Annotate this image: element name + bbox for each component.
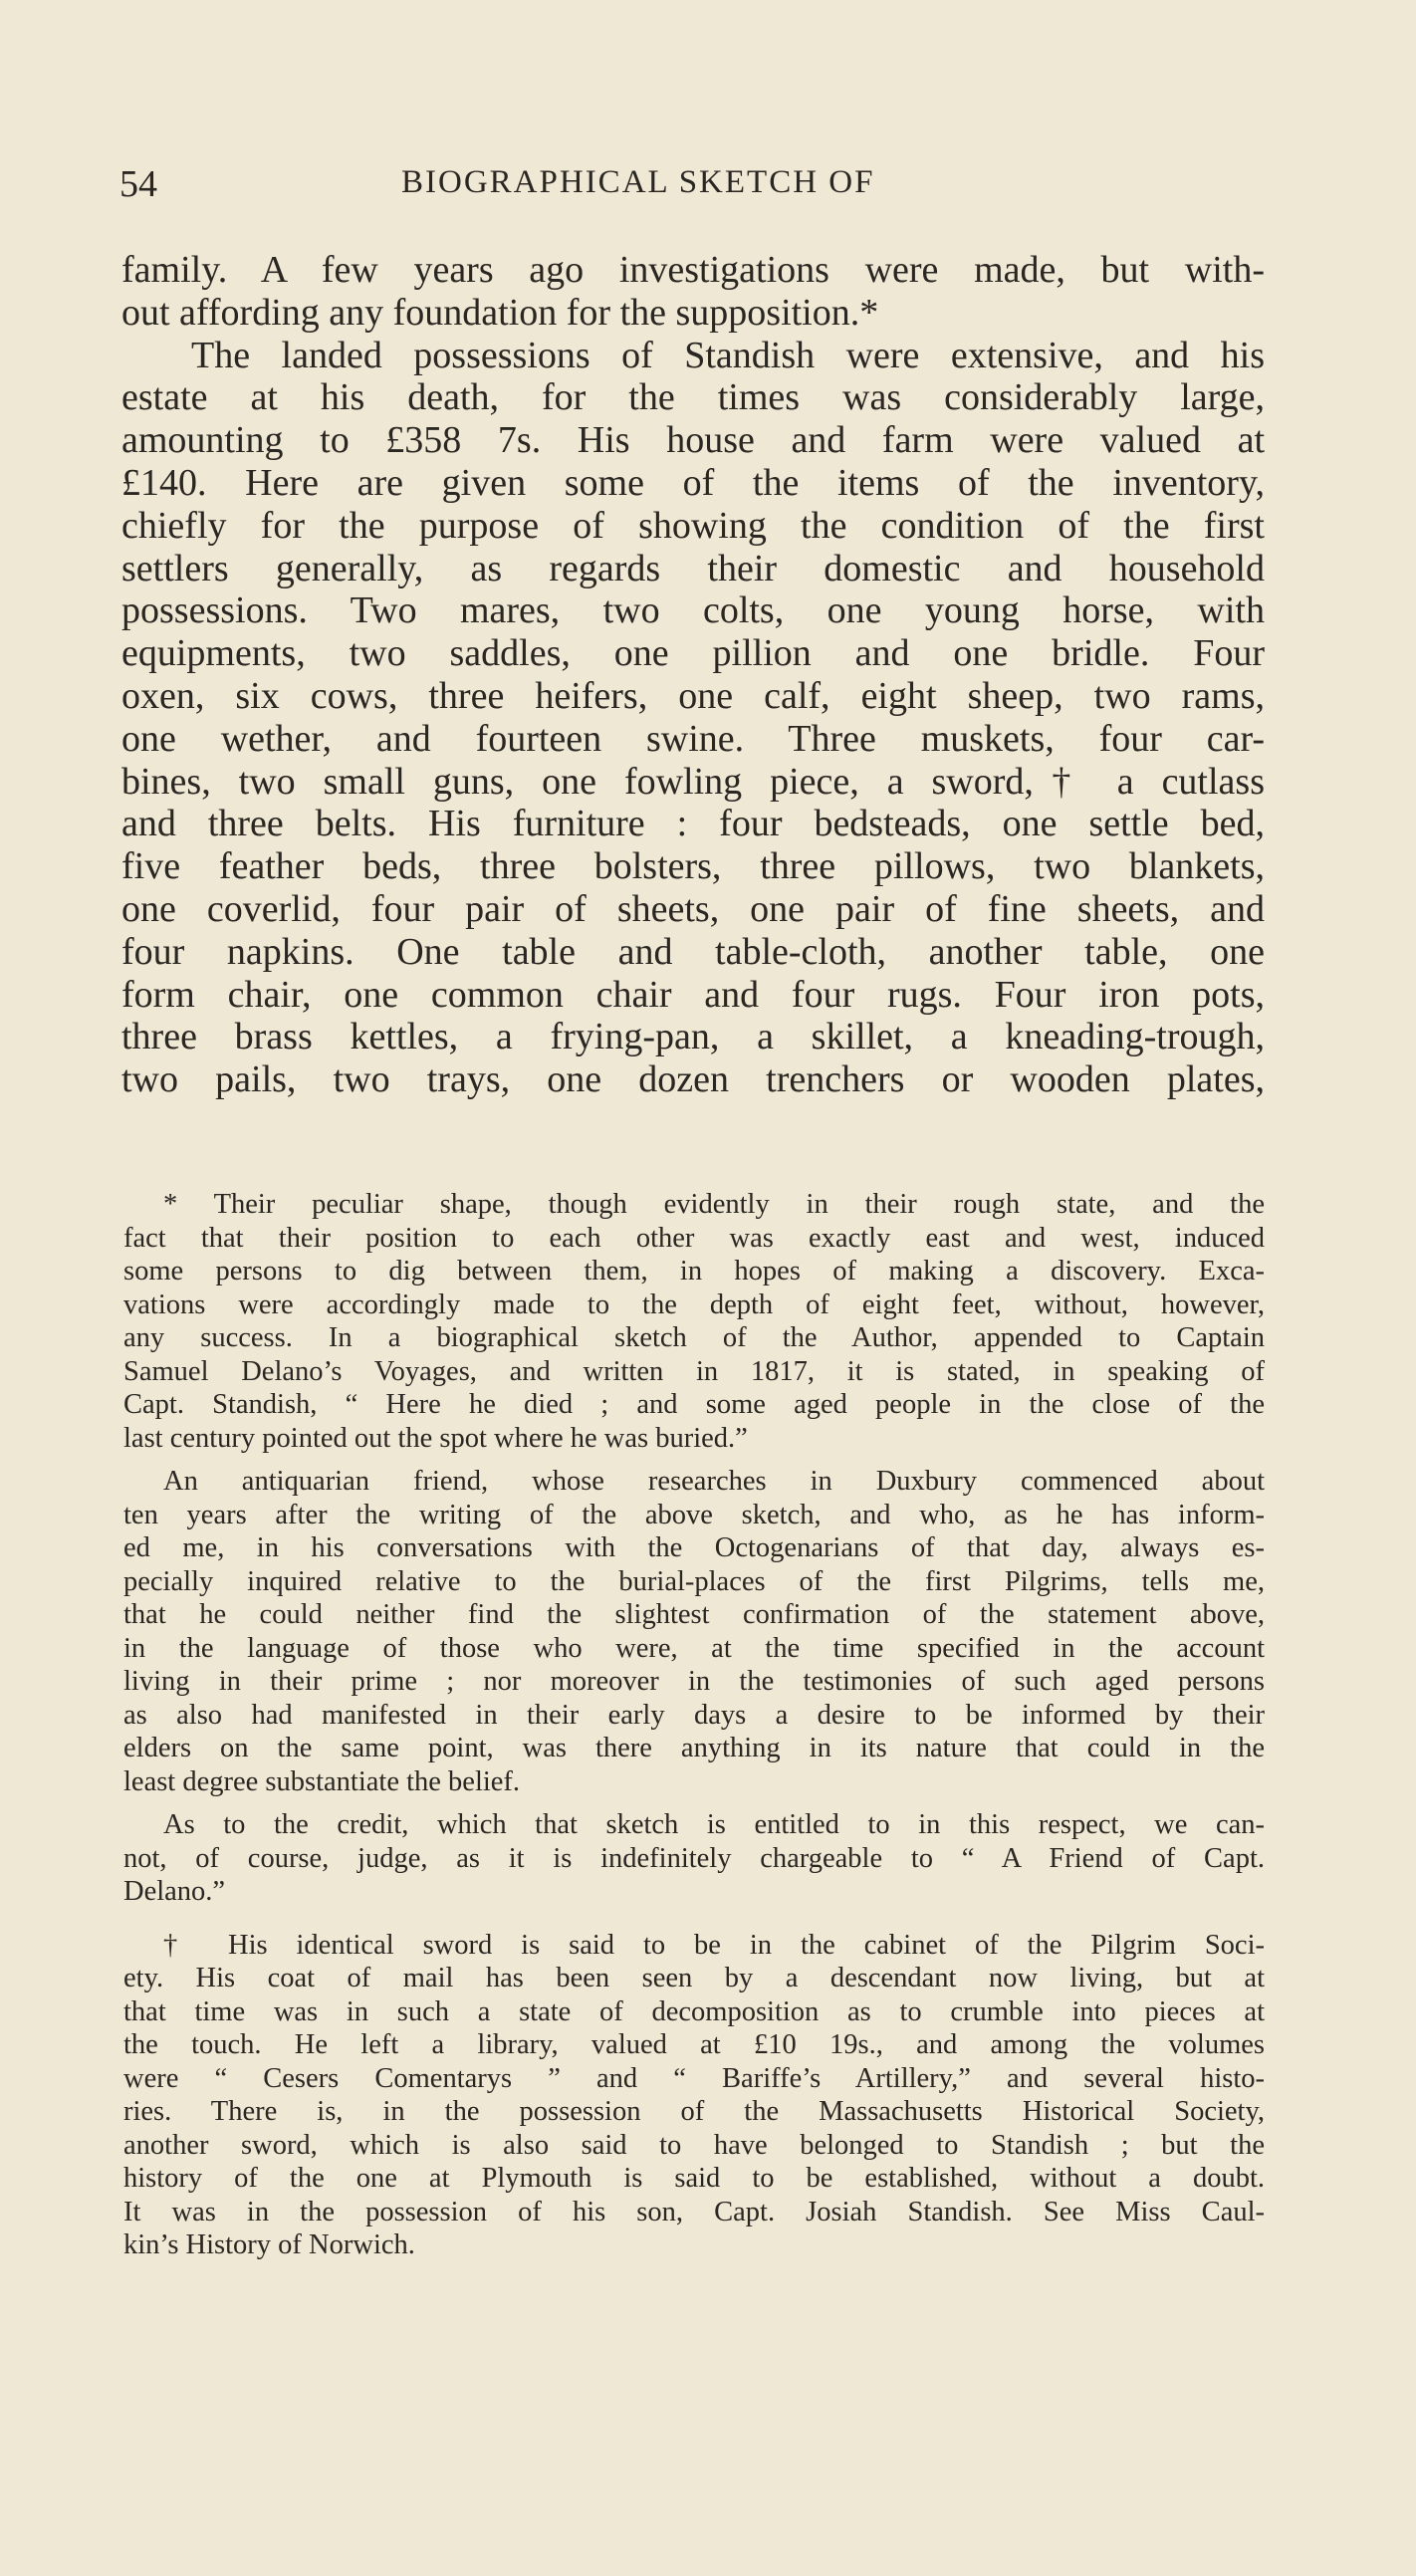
body-line: bines, two small guns, one fowling piece, a sword,† a cutlass — [121, 760, 1265, 803]
footnote-line: history of the one at Plymouth is said to be established, without a doubt. — [123, 2163, 1265, 2194]
footnote-line: the touch. He left a library, valued at £10 19s., and among the volumes — [123, 2029, 1265, 2060]
footnote-line: vations were accordingly made to the depth of eight feet, without, however, — [123, 1288, 1265, 1320]
footnote-line: ed me, in his conversations with the Octogenarians of that day, always es- — [123, 1532, 1265, 1563]
footnote-line: last century pointed out the spot where he was buried.” — [123, 1422, 748, 1454]
footnote-line: † His identical sword is said to be in the cabinet of the Pilgrim Soci- — [163, 1929, 1265, 1961]
footnote-line: Delano.” — [123, 1876, 226, 1907]
body-line: out affording any foundation for the supposition.* — [121, 291, 879, 334]
footnote-line: elders on the same point, was there anything in its nature that could in the — [123, 1733, 1265, 1763]
body-line: one coverlid, four pair of sheets, one pair of fine sheets, and — [121, 887, 1265, 930]
footnote-line: some persons to dig between them, in hopes of making a discovery. Exca- — [123, 1256, 1265, 1287]
footnote-line: any success. In a biographical sketch of the Author, appended to Captain — [123, 1322, 1265, 1353]
body-line: five feather beds, three bolsters, three pillows, two blankets, — [121, 845, 1265, 888]
body-line: one wether, and fourteen swine. Three muskets, four car- — [121, 717, 1265, 760]
footnote-line: that time was in such a state of decomposition as to crumble into pieces at — [123, 1995, 1265, 2027]
footnote-asterisk — [123, 1188, 1265, 1455]
body-line: two pails, two trays, one dozen trenchers or wooden plates, — [121, 1058, 1265, 1101]
body-line: family. A few years ago investigations were made, but with- — [121, 249, 1265, 291]
footnote-line: as also had manifested in their early days a desire to be informed by their — [123, 1699, 1265, 1731]
spacer — [123, 1798, 1265, 1808]
footnote-line: * Their peculiar shape, though evidently in their rough state, and the — [163, 1189, 1265, 1220]
body-line: chiefly for the purpose of showing the condition of the first — [121, 504, 1265, 547]
body-line: three brass kettles, a frying-pan, a skillet, a kneading-trough, — [121, 1016, 1265, 1058]
footnote-line: ries. There is, in the possession of the Massachusetts Historical Society, — [123, 2096, 1265, 2127]
body-line: oxen, six cows, three heifers, one calf, eight sheep, two rams, — [121, 674, 1265, 717]
spacer — [123, 1909, 1265, 1929]
body-line: estate at his death, for the times was considerably large, — [121, 376, 1265, 419]
footnote-credit-paragraph — [123, 1808, 1265, 1909]
footnote-line: not, of course, judge, as it is indefinitely chargeable to “ A Friend of Capt. — [123, 1842, 1265, 1874]
body-line: The landed possessions of Standish were extensive, and his — [191, 334, 1265, 376]
footnotes — [123, 1188, 1265, 2262]
footnote-line: An antiquarian friend, whose researches in Duxbury commenced about — [163, 1466, 1265, 1497]
footnote-line: were “ Cesers Comentarys ” and “ Bariffe’s Artillery,” and several histo- — [123, 2062, 1265, 2094]
running-head: BIOGRAPHICAL SKETCH OF — [401, 164, 875, 200]
footnote-line: pecially inquired relative to the burial-places of the first Pilgrims, tells me, — [123, 1565, 1265, 1597]
footnote-dagger — [123, 1929, 1265, 2262]
footnote-line: fact that their position to each other was exactly east and west, induced — [123, 1222, 1265, 1254]
footnote-line: ten years after the writing of the above sketch, and who, as he has inform- — [123, 1499, 1265, 1530]
footnote-antiquarian-paragraph — [123, 1465, 1265, 1798]
body-line: possessions. Two mares, two colts, one young horse, with — [121, 589, 1265, 632]
footnote-line: another sword, which is also said to have belonged to Standish ; but the — [123, 2129, 1265, 2161]
body-line: equipments, two saddles, one pillion and one bridle. Four — [121, 632, 1265, 675]
footnote-line: Capt. Standish, “ Here he died ; and some aged people in the close of the — [123, 1389, 1265, 1420]
spacer — [123, 1455, 1265, 1465]
page-number: 54 — [119, 163, 157, 205]
page-header — [119, 162, 1265, 222]
footnote-line: least degree substantiate the belief. — [123, 1765, 521, 1797]
main-text — [121, 249, 1265, 1101]
footnote-line: in the language of those who were, at the time specified in the account — [123, 1632, 1265, 1664]
body-line: and three belts. His furniture : four bedsteads, one settle bed, — [121, 803, 1265, 845]
footnote-line: that he could neither find the slightest confirmation of the statement above, — [123, 1599, 1265, 1630]
footnote-line: As to the credit, which that sketch is entitled to in this respect, we can- — [163, 1809, 1265, 1840]
footnote-line: It was in the possession of his son, Capt. Josiah Standish. See Miss Caul- — [123, 2196, 1265, 2227]
footnote-line: kin’s History of Norwich. — [123, 2229, 415, 2260]
body-line: £140. Here are given some of the items of the inventory, — [121, 461, 1265, 504]
body-line: four napkins. One table and table-cloth, another table, one — [121, 930, 1265, 973]
footnote-line: ety. His coat of mail has been seen by a descendant now living, but at — [123, 1963, 1265, 1993]
body-line: form chair, one common chair and four rugs. Four iron pots, — [121, 973, 1265, 1016]
body-line: settlers generally, as regards their domestic and household — [121, 547, 1265, 589]
body-line: amounting to £358 7s. His house and farm were valued at — [121, 419, 1265, 462]
footnote-line: Samuel Delano’s Voyages, and written in 1817, it is stated, in speaking of — [123, 1355, 1265, 1387]
footnote-line: living in their prime ; nor moreover in the testimonies of such aged persons — [123, 1666, 1265, 1697]
